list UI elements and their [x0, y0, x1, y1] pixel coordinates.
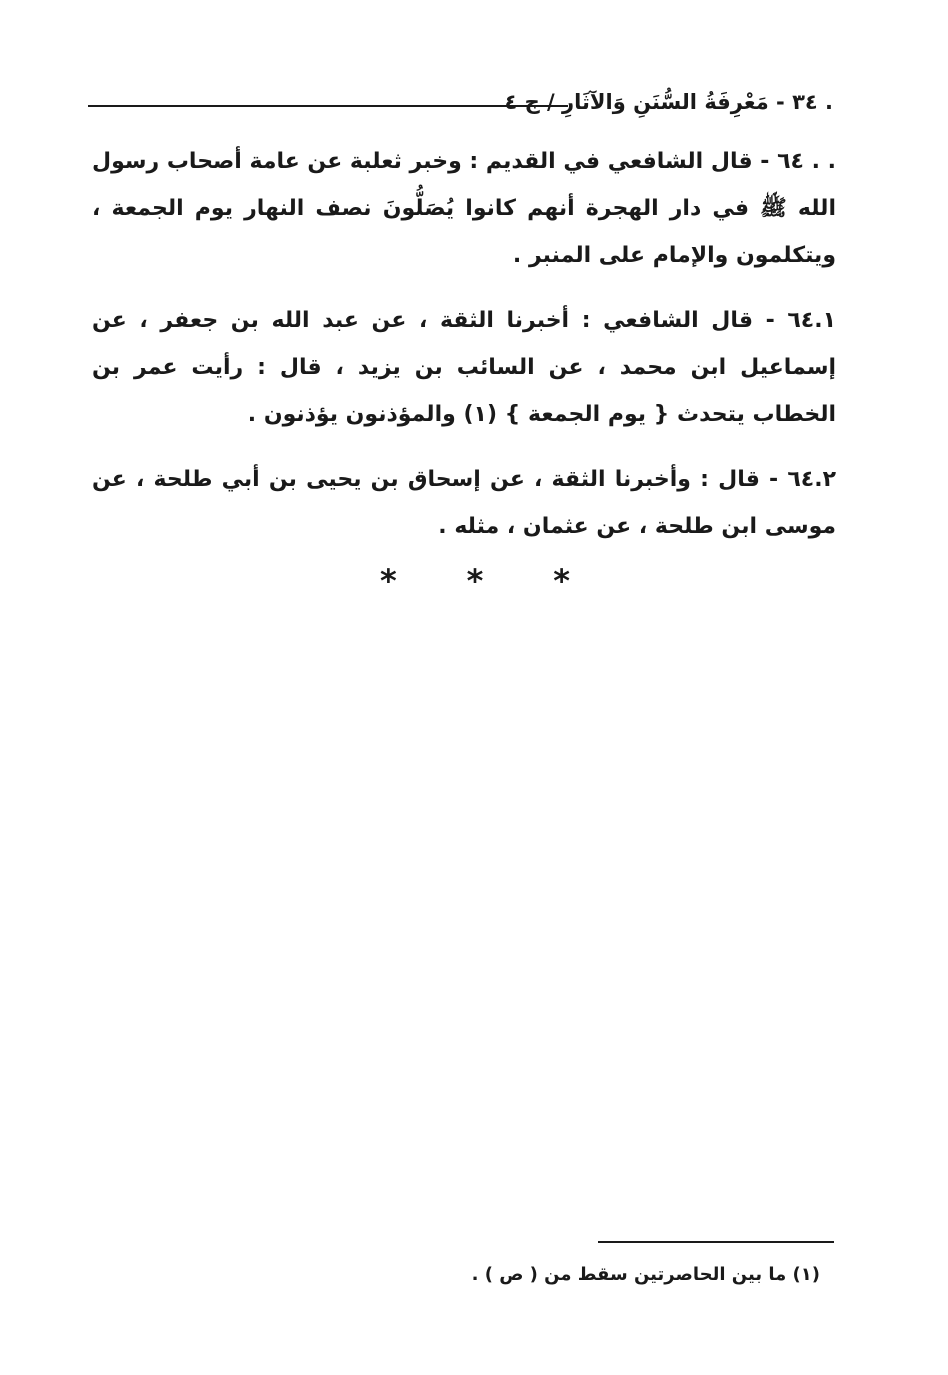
separator-star: * [466, 562, 484, 600]
separator-star: * [380, 562, 397, 600]
separator-star: * [553, 562, 570, 600]
section-separator [380, 562, 570, 600]
paragraph-642: ٦٤.٢ - قال : وأخبرنا الثقة ، عن إسحاق بن يحيى بن أبي طلحة ، عن موسى ابن طلحة ، عن عثمان ، مثله . [92, 467, 836, 539]
header-rule [88, 105, 568, 107]
footnote-rule [598, 1241, 834, 1243]
paragraph-641: ٦٤.١ - قال الشافعي : أخبرنا الثقة ، عن عبد الله بن جعفر ، عن إسماعيل ابن محمد ، عن السائب بن يزيد ، قال : رأيت عمر بن الخطاب يتحدث { يوم الجمعة } (١) والمؤذنون يؤذنون . [92, 308, 836, 427]
body-text [92, 138, 836, 568]
running-head: . ٣٤ - مَعْرِفَةُ السُّنَنِ وَالآثَارِ / ج ٤ [504, 90, 833, 114]
footnote: (١) ما بين الحاصرتين سقط من ( ص ) . [471, 1264, 820, 1285]
page-header [88, 82, 833, 122]
paragraph-640: . . ٦٤ - قال الشافعي في القديم : وخبر ثعلبة عن عامة أصحاب رسول الله ﷺ في دار الهجرة أنهم كانوا يُصَلُّونَ نصف النهار يوم الجمعة ، ويتكلمون والإمام على المنبر . [91, 149, 836, 268]
